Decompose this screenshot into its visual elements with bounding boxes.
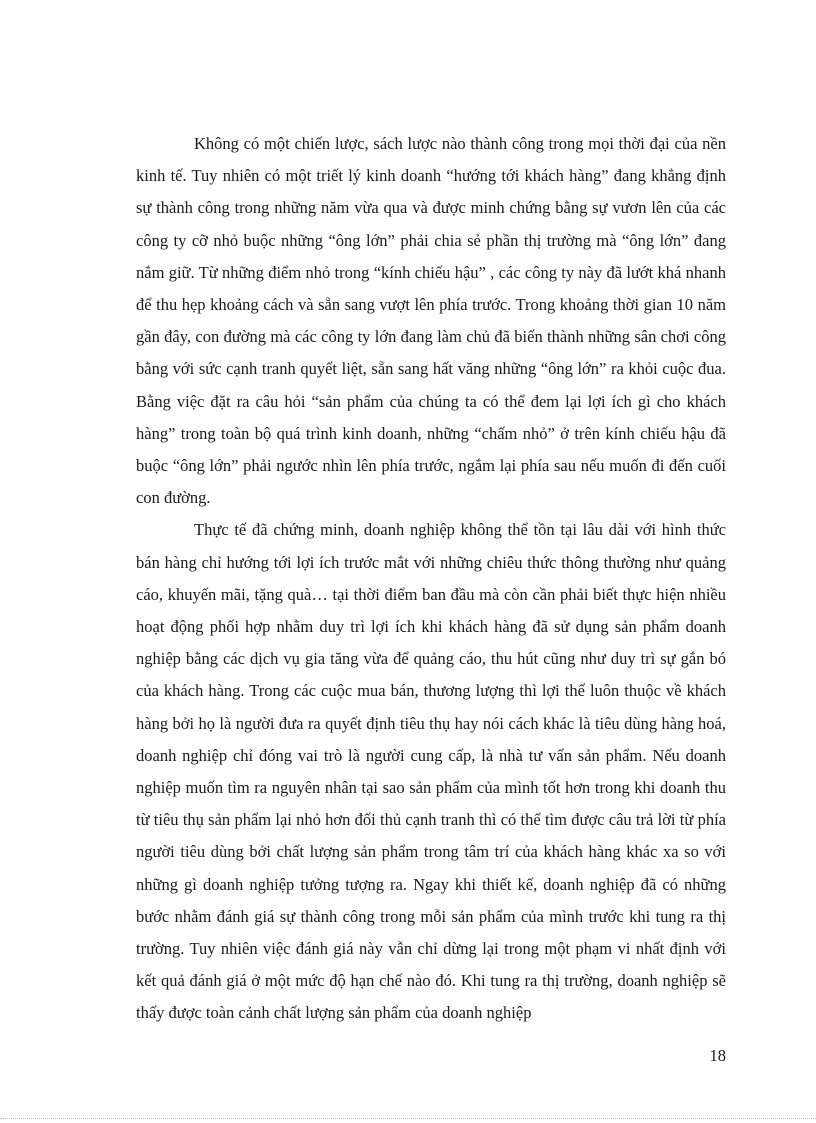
page-bottom-divider (0, 1118, 816, 1119)
paragraph-2: Thực tế đã chứng minh, doanh nghiệp không thể tồn tại lâu dài với hình thức bán hàng chỉ hướng tới lợi ích trước mắt với những chiêu thức thông thường như quảng cáo, khuyến mãi, tặng quà… tại thời điểm ban đầu mà còn cần phải biết thực hiện nhiều hoạt động phối hợp nhằm duy trì lợi ích khi khách hàng đã sử dụng sản phẩm doanh nghiệp bằng các dịch vụ gia tăng vừa để quảng cáo, thu hút cũng như duy trì sự gắn bó của khách hàng. Trong các cuộc mua bán, thương lượng thì lợi thế luôn thuộc về khách hàng bởi họ là người đưa ra quyết định tiêu thụ hay nói cách khác là tiêu dùng hàng hoá, doanh nghiệp chỉ đóng vai trò là người cung cấp, là nhà tư vấn sản phẩm. Nếu doanh nghiệp muốn tìm ra nguyên nhân tại sao sản phẩm của mình tốt hơn trong khi doanh thu từ tiêu thụ sản phẩm lại nhỏ hơn đối thủ cạnh tranh thì có thể tìm được câu trả lời từ phía người tiêu dùng bởi chất lượng sản phẩm trong tâm trí của khách hàng khác xa so với những gì doanh nghiệp tưởng tượng ra. Ngay khi thiết kế, doanh nghiệp đã có những bước nhằm đánh giá sự thành công trong mỗi sản phẩm của mình trước khi tung ra thị trường. Tuy nhiên việc đánh giá này vẫn chỉ dừng lại trong một phạm vi nhất định với kết quả đánh giá ở một mức độ hạn chế nào đó. Khi tung ra thị trường, doanh nghiệp sẽ thấy được toàn cảnh chất lượng sản phẩm của doanh nghiệp (136, 520, 726, 1023)
paragraph-1: Không có một chiến lược, sách lược nào thành công trong mọi thời đại của nền kinh tế. Tuy nhiên có một triết lý kinh doanh “hướng tới khách hàng” đang khẳng định sự thành công trong những năm vừa qua và được minh chứng bằng sự vươn lên của các công ty cỡ nhỏ buộc những “ông lớn” phải chia sẻ phần thị trường mà “ông lớn” đang nắm giữ. Từ những điểm nhỏ trong “kính chiếu hậu” , các công ty này đã lướt khá nhanh để thu hẹp khoảng cách và sẵn sang vượt lên phía trước. Trong khoảng thời gian 10 năm gần đây, con đường mà các công ty lớn đang làm chủ đã biến thành những sân chơi công bằng với sức cạnh tranh quyết liệt, sẵn sang hất văng những “ông lớn” ra khỏi cuộc đua. Bằng việc đặt ra câu hỏi “sản phẩm của chúng ta có thể đem lại lợi ích gì cho khách hàng” trong toàn bộ quá trình kinh doanh, những “chấm nhỏ” ở trên kính chiếu hậu đã buộc “ông lớn” phải ngước nhìn lên phía trước, ngắm lại phía sau nếu muốn đi đến cuối con đường. (136, 134, 726, 508)
body-text (136, 128, 726, 1030)
page-number: 18 (709, 1046, 726, 1065)
